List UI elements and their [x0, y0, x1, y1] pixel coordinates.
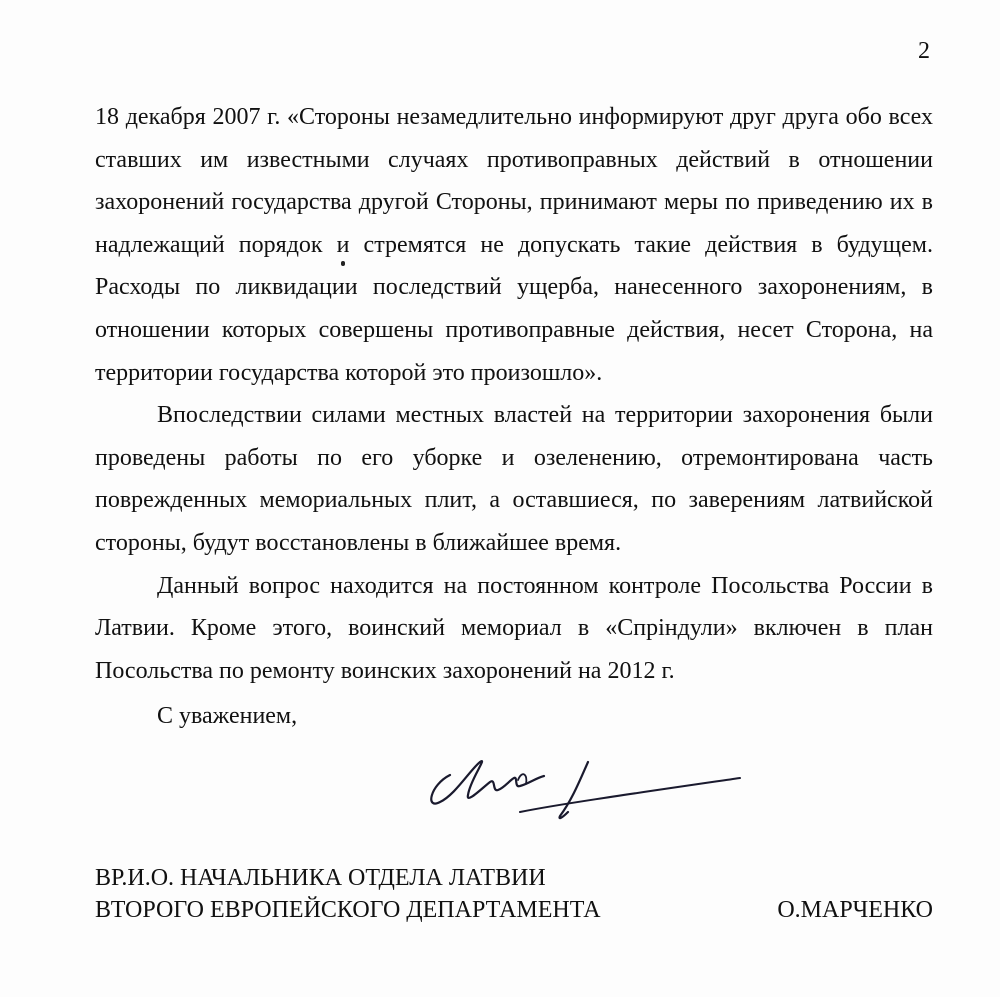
signatory-name: О.МАРЧЕНКО	[777, 897, 933, 923]
closing-salutation: С уважением,	[157, 703, 298, 729]
paragraph-quote: 18 декабря 2007 г. «Стороны незамедлительно информируют друг друга обо всех ставших им известными случаях противоправных действий в отношении захоронений государства другой Стороны, принимают меры по приведению их в надлежащий порядок и стремятся не допускать такие действия в будущем. Расходы по ликвидации последствий ущерба, нанесенного захоронениям, в отношении которых совершены противоправные действия, несет Сторона, на территории государства которой это произошло».	[95, 104, 933, 386]
signatory-title-line1: ВР.И.О. НАЧАЛЬНИКА ОТДЕЛА ЛАТВИИ	[95, 865, 546, 891]
paragraph-restoration: Впоследствии силами местных властей на территории захоронения были проведены работы по его уборке и озеленению, отремонтирована часть поврежденных мемориальных плит, а оставшиеся, по заверениям латвийской стороны, будут восстановлены в ближайшее время.	[95, 402, 933, 556]
paragraph-control: Данный вопрос находится на постоянном контроле Посольства России в Латвии. Кроме этого, воинский мемориал в «Спріндули» включен в план Посольства по ремонту воинских захоронений на 2012 г.	[95, 572, 933, 684]
signature-block	[95, 862, 933, 926]
handwritten-signature	[410, 740, 750, 830]
letter-body	[95, 96, 933, 692]
signatory-title-line2: ВТОРОГО ЕВРОПЕЙСКОГО ДЕПАРТАМЕНТА	[95, 897, 601, 923]
page-number: 2	[918, 38, 930, 64]
